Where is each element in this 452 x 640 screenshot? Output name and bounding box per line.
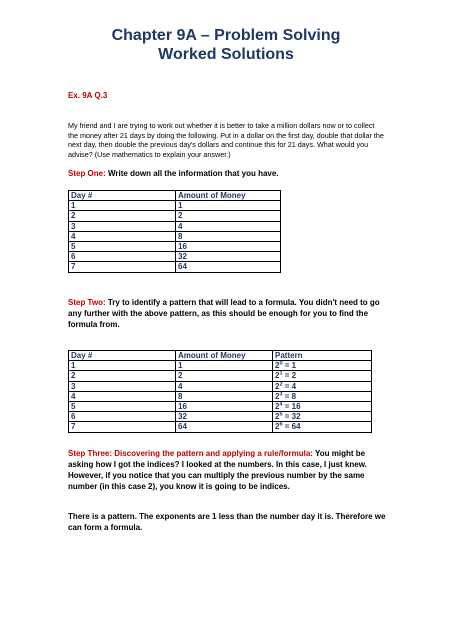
table-amounts xyxy=(68,190,281,273)
table-row xyxy=(69,221,281,231)
cell-pattern: $2^5 = 32$ xyxy=(273,412,372,422)
table-row xyxy=(69,402,372,412)
header-amount: Amount of Money xyxy=(176,191,281,201)
table-row xyxy=(69,412,372,422)
exercise-label: Ex. 9A Q.3 xyxy=(68,91,108,100)
table-row xyxy=(69,422,372,432)
cell-amount: 2 xyxy=(176,371,273,381)
step-one-text: Write down all the information that you have. xyxy=(105,169,279,178)
table-row xyxy=(69,252,281,262)
cell-day: 7 xyxy=(69,422,176,432)
table-row xyxy=(69,361,372,371)
problem-text: My friend and I are trying to work out whether it is better to take a million dollars now or to collect the money after 21 days by doing the following. Put in a dollar on the first day, double that dollar the next day, then double the previous day's dollars and continue this for 21 days. What would you advise? (Use mathematics to explain your answer.) xyxy=(68,121,384,159)
cell-day: 2 xyxy=(69,371,176,381)
table-row xyxy=(69,391,372,401)
cell-pattern: $2^0 = 1$ xyxy=(273,361,372,371)
cell-amount: 4 xyxy=(176,381,273,391)
cell-day: 7 xyxy=(69,262,176,272)
cell-amount: 2 xyxy=(176,211,281,221)
header-pattern: Pattern xyxy=(273,351,372,361)
table-row xyxy=(69,231,281,241)
cell-amount: 1 xyxy=(176,201,281,211)
cell-amount: 16 xyxy=(176,242,281,252)
cell-pattern: $2^1 = 2$ xyxy=(273,371,372,381)
table-row xyxy=(69,211,281,221)
cell-day: 3 xyxy=(69,221,176,231)
cell-day: 6 xyxy=(69,252,176,262)
step-one-label: Step One: xyxy=(68,169,106,178)
page-title xyxy=(0,26,452,64)
title-line-1: Chapter 9A – Problem Solving xyxy=(111,27,341,44)
table-header-row xyxy=(69,191,281,201)
step-three-label: Step Three: Discovering the pattern and applying a rule/formula: xyxy=(68,449,313,458)
table-row xyxy=(69,381,372,391)
cell-pattern: $2^2 = 4$ xyxy=(273,381,372,391)
cell-amount: 1 xyxy=(176,361,273,371)
cell-day: 5 xyxy=(69,242,176,252)
title-line-2: Worked Solutions xyxy=(158,46,294,63)
conclusion-text: There is a pattern. The exponents are 1 less than the number day it is. Therefore we can form a formula. xyxy=(68,512,386,532)
step-one xyxy=(68,168,390,179)
step-three xyxy=(68,448,390,492)
cell-amount: 16 xyxy=(176,402,273,412)
table-row xyxy=(69,201,281,211)
cell-pattern: $2^4 = 16$ xyxy=(273,402,372,412)
step-three-text: You might be asking how I got the indices? I looked at the numbers. In this case, I just knew. However, if you notice that you can multiply the previous number by the same number (in this case 2), you know it is going to be indices. xyxy=(68,449,367,491)
cell-amount: 8 xyxy=(176,391,273,401)
step-two xyxy=(68,297,390,330)
cell-day: 2 xyxy=(69,211,176,221)
cell-amount: 8 xyxy=(176,231,281,241)
cell-pattern: $2^6 = 64$ xyxy=(273,422,372,432)
cell-day: 6 xyxy=(69,412,176,422)
step-two-label: Step Two: xyxy=(68,298,106,307)
table-row xyxy=(69,262,281,272)
step-two-text: Try to identify a pattern that will lead to a formula. You didn't need to go any further with the above pattern, as this should be enough for you to find the formula from. xyxy=(68,298,380,329)
cell-day: 1 xyxy=(69,361,176,371)
cell-day: 4 xyxy=(69,391,176,401)
cell-day: 4 xyxy=(69,231,176,241)
cell-day: 5 xyxy=(69,402,176,412)
cell-day: 3 xyxy=(69,381,176,391)
cell-amount: 64 xyxy=(176,262,281,272)
cell-amount: 32 xyxy=(176,412,273,422)
header-amount: Amount of Money xyxy=(176,351,273,361)
cell-pattern: $2^3 = 8$ xyxy=(273,391,372,401)
table-row xyxy=(69,371,372,381)
header-day: Day # xyxy=(69,351,176,361)
cell-amount: 4 xyxy=(176,221,281,231)
table-row xyxy=(69,242,281,252)
table-patterns xyxy=(68,350,372,433)
cell-amount: 32 xyxy=(176,252,281,262)
table-header-row xyxy=(69,351,372,361)
cell-day: 1 xyxy=(69,201,176,211)
cell-amount: 64 xyxy=(176,422,273,432)
header-day: Day # xyxy=(69,191,176,201)
